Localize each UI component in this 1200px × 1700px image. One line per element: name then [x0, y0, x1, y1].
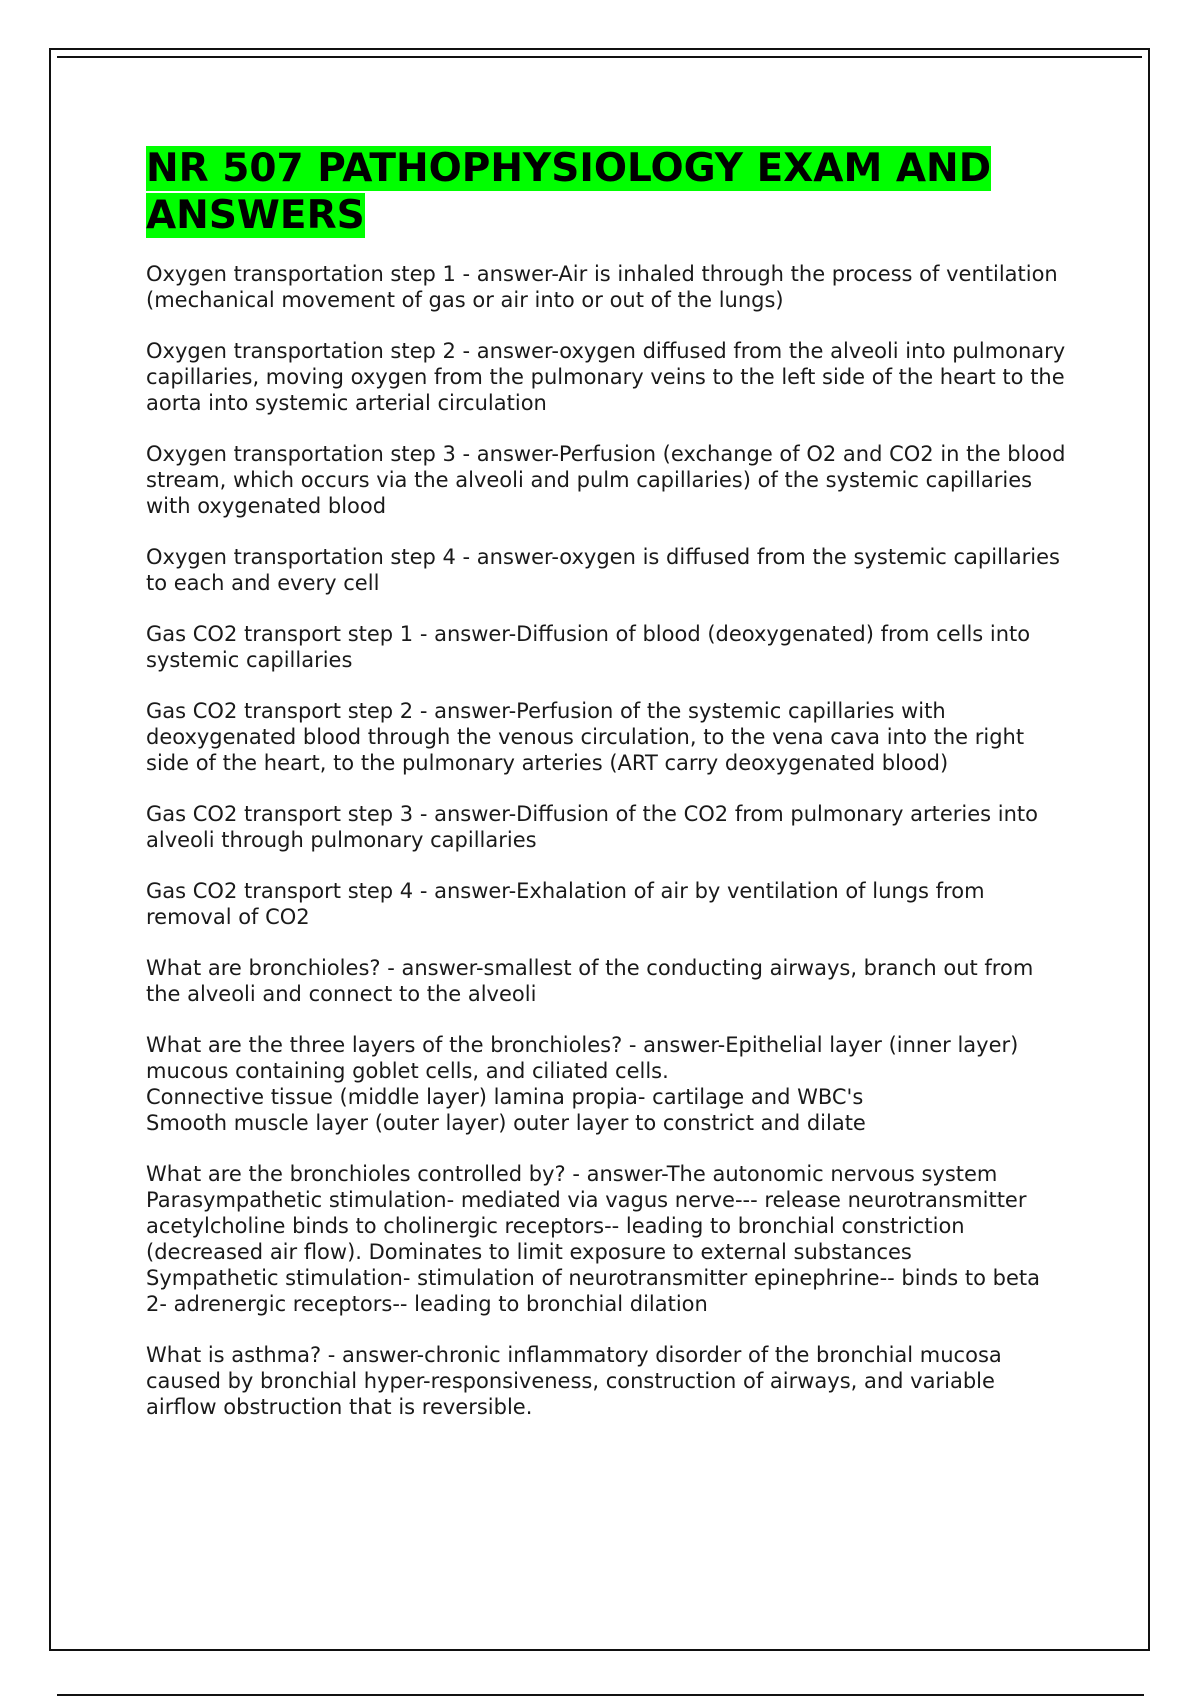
qa-entry: Oxygen transportation step 2 - answer-oxygen diffused from the alveoli into pulmonary capillaries, moving oxygen from the pulmonary veins to the left side of the heart to the aorta into systemic arterial circulation [146, 339, 1066, 415]
qa-entry: Oxygen transportation step 3 - answer-Perfusion (exchange of O2 and CO2 in the blood stream, which occurs via the alveoli and pulm capillaries) of the systemic capillaries with oxygenated blood [146, 442, 1066, 518]
qa-entry: Gas CO2 transport step 3 - answer-Diffusion of the CO2 from pulmonary arteries into alveoli through pulmonary capillaries [146, 802, 1038, 852]
qa-entry: What are the bronchioles controlled by? - answer-The autonomic nervous system Parasympathetic stimulation- mediated via vagus nerve--- release neurotransmitter acetylcholine binds to cholinergic receptors-- leading to bronchial constriction (decreased air flow). Dominates to limit exposure to external substances Sympathetic stimulation- stimulation of neurotransmitter epinephrine-- binds to beta 2- adrenergic receptors-- leading to bronchial dilation [146, 1162, 1040, 1316]
qa-entry: What are bronchioles? - answer-smallest of the conducting airways, branch out from the alveoli and connect to the alveoli [146, 956, 1034, 1006]
bottom-rule [57, 1694, 1144, 1696]
document-body [146, 145, 1066, 1445]
qa-entry: Oxygen transportation step 1 - answer-Air is inhaled through the process of ventilation (mechanical movement of gas or air into or out of the lungs) [146, 262, 1058, 312]
qa-entry: What is asthma? - answer-chronic inflammatory disorder of the bronchial mucosa caused by bronchial hyper-responsiveness, construction of airways, and variable airflow obstruction that is reversible. [146, 1343, 1002, 1419]
qa-entry: Gas CO2 transport step 2 - answer-Perfusion of the systemic capillaries with deoxygenated blood through the venous circulation, to the vena cava into the right side of the heart, to the pulmonary arteries (ART carry deoxygenated blood) [146, 699, 1025, 775]
qa-entry: Gas CO2 transport step 4 - answer-Exhalation of air by ventilation of lungs from removal of CO2 [146, 879, 985, 929]
document-title-text: NR 507 PATHOPHYSIOLOGY EXAM AND ANSWERS [146, 146, 992, 238]
qa-entry: What are the three layers of the bronchioles? - answer-Epithelial layer (inner layer) mucous containing goblet cells, and ciliated cells. Connective tissue (middle layer) lamina propia- cartilage and WBC's Smooth muscle layer (outer layer) outer layer to constrict and dilate [146, 1033, 1019, 1135]
top-rule [57, 56, 1142, 58]
qa-entry: Gas CO2 transport step 1 - answer-Diffusion of blood (deoxygenated) from cells into systemic capillaries [146, 622, 1031, 672]
document-title [146, 145, 1066, 239]
qa-entry: Oxygen transportation step 4 - answer-oxygen is diffused from the systemic capillaries to each and every cell [146, 545, 1060, 595]
